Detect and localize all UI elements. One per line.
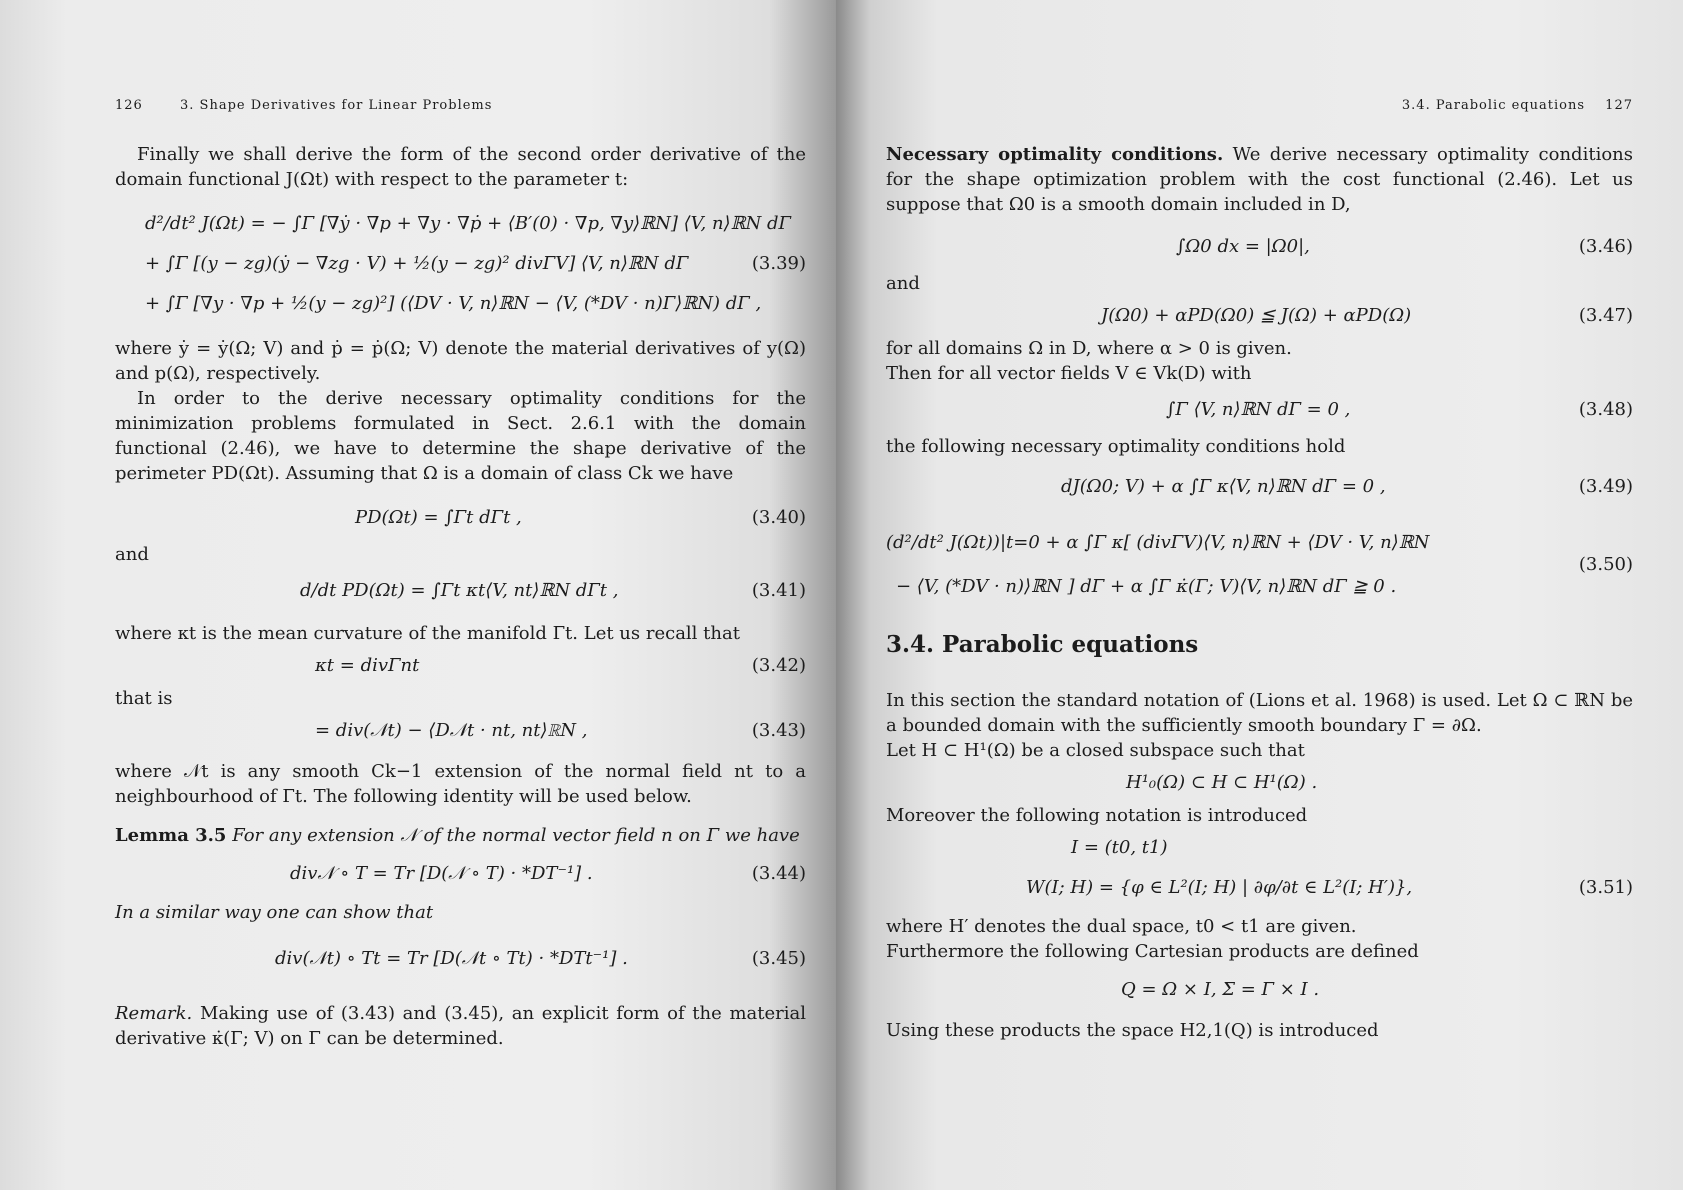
equation-3-48-body: ∫Γ ⟨V, n⟩ℝN dΓ = 0 , — [1166, 399, 1351, 420]
vector-fields-text: Then for all vector fields V ∈ Vk(D) with — [886, 363, 1252, 384]
optimality-conditions-heading: Necessary optimality conditions. — [886, 144, 1224, 165]
material-derivatives-paragraph: where ẏ = ẏ(Ω; V) and ṗ = ṗ(Ω; V) denote the material derivatives of y(Ω) and p(Ω), respectively. — [115, 338, 806, 384]
equation-3-41-body: d/dt PD(Ωt) = ∫Γt κt⟨V, nt⟩ℝN dΓt , — [300, 580, 619, 601]
equation-interval-body: I = (t0, t1) — [1071, 837, 1168, 858]
space-introduced-text: Using these products the space H2,1(Q) is introduced — [886, 1020, 1379, 1041]
equation-3-47-body: J(Ω0) + αPD(Ω0) ≦ J(Ω) + αPD(Ω) — [1101, 305, 1412, 326]
equation-subspace — [886, 763, 1633, 803]
intro-paragraph: Finally we shall derive the form of the second order derivative of the domain functional J(Ωt) with respect to the parameter t: — [115, 144, 806, 190]
equation-3-39-line-1 — [115, 204, 806, 244]
equation-3-44 — [115, 854, 806, 894]
equation-number-3-39: (3.39) — [751, 253, 806, 274]
equation-products — [886, 970, 1633, 1010]
equation-3-47 — [886, 296, 1633, 336]
equation-3-46 — [886, 223, 1633, 271]
equation-3-39-line-2 — [115, 244, 806, 284]
equation-3-46-body: ∫Ω0 dx = |Ω0|, — [1176, 236, 1310, 257]
equation-3-43 — [115, 711, 806, 751]
notation-paragraph: In this section the standard notation of (Lions et al. 1968) is used. Let Ω ⊂ ℝN be a bounded domain with the sufficiently smooth boundary Γ = ∂Ω. — [886, 690, 1633, 736]
equation-products-body: Q = Ω × I, Σ = Γ × I . — [1121, 979, 1320, 1000]
equation-3-44-body: div𝒩 ∘ T = Tr [D(𝒩 ∘ T) · *DT⁻¹] . — [290, 863, 593, 884]
equation-3-50-line-2 — [886, 554, 1633, 607]
left-running-title: 3. Shape Derivatives for Linear Problems — [180, 98, 493, 113]
equation-3-40-body: PD(Ωt) = ∫Γt dΓt , — [355, 507, 522, 528]
equation-3-48 — [886, 386, 1633, 434]
equation-3-45-body: div(𝒩t) ∘ Tt = Tr [D(𝒩t ∘ Tt) · *DTt⁻¹] . — [275, 948, 628, 969]
equation-3-51 — [886, 868, 1633, 908]
equation-3-51-body: W(I; H) = {φ ∈ L²(I; H) | ∂φ/∂t ∈ L²(I; H′)}, — [1026, 877, 1413, 898]
all-domains-text: for all domains Ω in D, where α > 0 is given. — [886, 338, 1292, 359]
remark-text: Making use of (3.43) and (3.45), an explicit form of the material derivative κ̇(Γ; V) on Γ can be determined. — [115, 1003, 806, 1049]
notation-introduced-text: Moreover the following notation is introduced — [886, 805, 1308, 826]
equation-number-3-42: (3.42) — [751, 655, 806, 676]
right-page-number: 127 — [1605, 98, 1633, 113]
right-page — [836, 0, 1683, 1190]
equation-number-3-50: (3.50) — [1578, 554, 1633, 575]
equation-3-45 — [115, 939, 806, 979]
right-running-title: 3.4. Parabolic equations — [1401, 98, 1585, 113]
left-page — [0, 0, 836, 1190]
equation-3-50-line-1 — [886, 519, 1633, 567]
equation-number-3-47: (3.47) — [1578, 305, 1633, 326]
equation-3-40 — [115, 494, 806, 542]
lemma-3-5 — [115, 823, 806, 848]
and-text-left: and — [115, 544, 149, 565]
equation-number-3-51: (3.51) — [1578, 877, 1633, 898]
lemma-statement: For any extension 𝒩 of the normal vector field n on Γ we have — [232, 825, 800, 846]
equation-number-3-40: (3.40) — [751, 507, 806, 528]
equation-3-49-body: dJ(Ω0; V) + α ∫Γ κ⟨V, n⟩ℝN dΓ = 0 , — [1061, 476, 1386, 497]
equation-3-43-body: = div(𝒩t) − ⟨D𝒩t · nt, nt⟩ℝN , — [315, 720, 588, 741]
equation-3-50-a: (d²/dt² J(Ωt))|t=0 + α ∫Γ κ[ (divΓV)⟨V, n⟩ℝN + ⟨DV · V, n⟩ℝN — [886, 532, 1430, 553]
equation-3-39-b: + ∫Γ [(y − zg)(ẏ − ∇zg · V) + ½(y − zg)² divΓV] ⟨V, n⟩ℝN dΓ — [145, 253, 689, 274]
that-is-text: that is — [115, 688, 173, 709]
curvature-paragraph: where κt is the mean curvature of the manifold Γt. Let us recall that — [115, 623, 740, 644]
similar-way-text: In a similar way one can show that — [115, 902, 434, 923]
equation-3-41 — [115, 567, 806, 615]
equation-number-3-45: (3.45) — [751, 948, 806, 969]
left-running-head — [115, 98, 806, 120]
equation-3-50-b: − ⟨V, (*DV · n)⟩ℝN ] dΓ + α ∫Γ κ̇(Γ; V)⟨V, n⟩ℝN dΓ ≧ 0 . — [896, 576, 1397, 597]
closed-subspace-text: Let H ⊂ H¹(Ω) be a closed subspace such that — [886, 740, 1305, 761]
right-running-head — [886, 98, 1633, 120]
conditions-hold-text: the following necessary optimality conditions hold — [886, 436, 1346, 457]
equation-3-39-a: d²/dt² J(Ωt) = − ∫Γ [∇ẏ · ∇p + ∇y · ∇ṗ + ⟨B′(0) · ∇p, ∇y⟩ℝN] ⟨V, n⟩ℝN dΓ — [145, 213, 792, 234]
dual-space-text: where H′ denotes the dual space, t0 < t1 are given. — [886, 916, 1357, 937]
perimeter-paragraph: In order to the derive necessary optimality conditions for the minimization problems formulated in Sect. 2.6.1 with the domain functional (2.46), we have to determine the shape derivative of the perimeter PD(Ωt). Assuming that Ω is a domain of class Ck we have — [115, 388, 806, 484]
equation-3-39-line-3 — [115, 284, 806, 324]
remark-heading: Remark. — [115, 1003, 193, 1024]
equation-number-3-44: (3.44) — [751, 863, 806, 884]
optimality-conditions-text: We derive necessary optimality conditions for the shape optimization problem with the cost functional (2.46). Let us suppose that Ω0 is a smooth domain included in D, — [886, 144, 1633, 215]
cartesian-products-text: Furthermore the following Cartesian products are defined — [886, 941, 1419, 962]
equation-number-3-43: (3.43) — [751, 720, 806, 741]
remark-paragraph — [115, 1001, 806, 1051]
left-page-number: 126 — [115, 98, 143, 113]
section-heading-parabolic: 3.4. Parabolic equations — [886, 631, 1199, 658]
equation-3-42 — [115, 646, 806, 686]
equation-subspace-body: H¹₀(Ω) ⊂ H ⊂ H¹(Ω) . — [1126, 772, 1318, 793]
equation-3-39-c: + ∫Γ [∇y · ∇p + ½(y − zg)²] (⟨DV · V, n⟩ℝN − ⟨V, (*DV · n)Γ⟩ℝN) dΓ , — [145, 293, 762, 314]
equation-number-3-49: (3.49) — [1578, 476, 1633, 497]
equation-interval — [886, 828, 1633, 868]
optimality-conditions-paragraph — [886, 142, 1633, 217]
equation-3-42-body: κt = divΓnt — [315, 655, 420, 676]
and-text-right: and — [886, 273, 920, 294]
equation-number-3-48: (3.48) — [1578, 399, 1633, 420]
extension-paragraph: where 𝒩t is any smooth Ck−1 extension of the normal field nt to a neighbourhood of Γt. The following identity will be used below. — [115, 761, 806, 807]
lemma-heading: Lemma 3.5 — [115, 825, 227, 846]
equation-3-49 — [886, 463, 1633, 511]
equation-number-3-41: (3.41) — [751, 580, 806, 601]
equation-number-3-46: (3.46) — [1578, 236, 1633, 257]
